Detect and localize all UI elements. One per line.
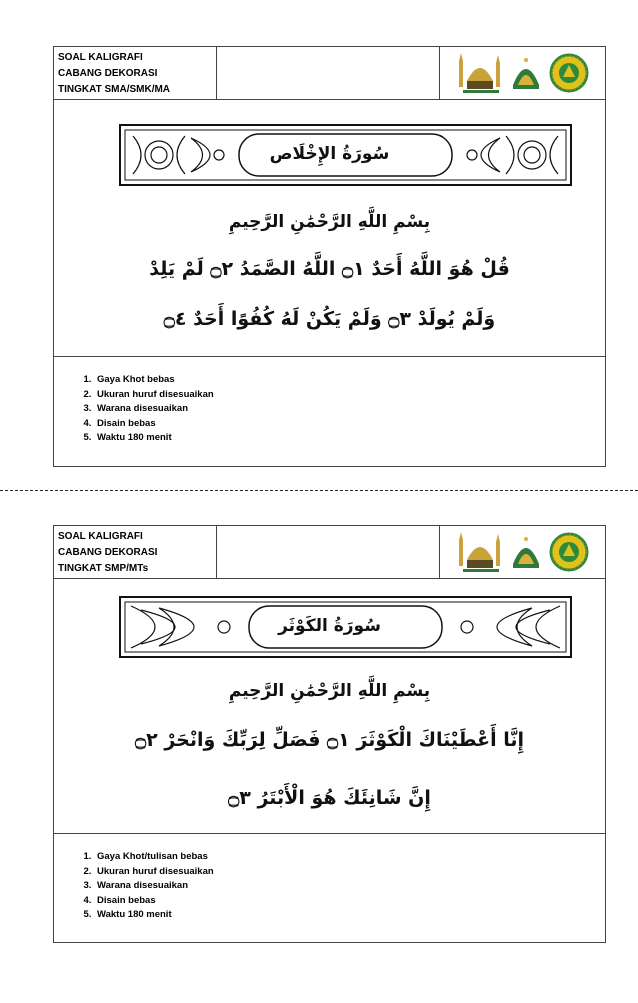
- sheet-smp: [53, 525, 606, 943]
- rules-list: [54, 850, 605, 923]
- logo-cell: [440, 526, 605, 578]
- mosque-logo-icon: [457, 530, 503, 574]
- rules-area: [54, 357, 605, 446]
- verse-line-1: قُلْ هُوَ اللَّهُ أَحَدٌ ۝١ اللَّهُ الصَّمَدُ ۝٢ لَمْ يَلِدْ: [149, 258, 510, 280]
- blank-cell: [217, 47, 440, 99]
- rule-item: 5. Waktu 180 menit: [94, 431, 605, 446]
- cut-line-divider: [0, 490, 638, 491]
- level-line: TINGKAT SMA/SMK/MA: [58, 84, 171, 95]
- rule-item: 3. Warana disesuaikan: [94, 879, 605, 894]
- rule-item: 1. Gaya Khot/tulisan bebas: [94, 850, 605, 865]
- rule-item: 3. Warana disesuaikan: [94, 402, 605, 417]
- rules-area: [54, 834, 605, 923]
- surah-title: سُورَةُ الإِخْلَاص: [269, 144, 390, 164]
- verse-line-2: إِنَّ شَانِئَكَ هُوَ الْأَبْتَرُ ۝٣: [228, 787, 431, 809]
- verse-line-1: إِنَّا أَعْطَيْنَاكَ الْكَوْثَرَ ۝١ فَصَلِّ لِرَبِّكَ وَانْحَرْ ۝٢: [134, 729, 525, 751]
- dome-emblem-icon: [509, 534, 543, 570]
- rule-item: 2. Ukuran huruf disesuaikan: [94, 388, 605, 403]
- verse-line-2: وَلَمْ يُولَدْ ۝٣ وَلَمْ يَكُنْ لَهُ كُفُوًا أَحَدٌ ۝٤: [163, 308, 496, 330]
- sheet-title-cell: [54, 526, 217, 578]
- rule-item: 1. Gaya Khot bebas: [94, 373, 605, 388]
- rule-item: 4. Disain bebas: [94, 417, 605, 432]
- government-seal-icon: [549, 53, 589, 93]
- rule-item: 2. Ukuran huruf disesuaikan: [94, 865, 605, 880]
- rules-list: [54, 373, 605, 446]
- sheet-sma: [53, 46, 606, 467]
- sheet-title-cell: [54, 47, 217, 99]
- rule-item: 4. Disain bebas: [94, 894, 605, 909]
- dome-emblem-icon: [509, 55, 543, 91]
- basmala-line: بِسْمِ اللَّهِ الرَّحْمَٰنِ الرَّحِيمِ: [228, 681, 431, 701]
- government-seal-icon: [549, 532, 589, 572]
- basmala-line: بِسْمِ اللَّهِ الرَّحْمَٰنِ الرَّحِيمِ: [228, 212, 431, 232]
- category-line: CABANG DEKORASI: [58, 68, 158, 79]
- calligraphy-area: [54, 579, 605, 834]
- title-line: SOAL KALIGRAFI: [58, 52, 143, 63]
- surah-title: سُورَةُ الكَوْثَر: [278, 616, 381, 636]
- sheet-header-row: [54, 47, 605, 100]
- mosque-logo-icon: [457, 51, 503, 95]
- category-line: CABANG DEKORASI: [58, 547, 158, 558]
- blank-cell: [217, 526, 440, 578]
- rule-item: 5. Waktu 180 menit: [94, 908, 605, 923]
- logo-cell: [440, 47, 605, 99]
- sheet-header-row: [54, 526, 605, 579]
- title-line: SOAL KALIGRAFI: [58, 531, 143, 542]
- level-line: TINGKAT SMP/MTs: [58, 563, 149, 574]
- calligraphy-area: [54, 100, 605, 357]
